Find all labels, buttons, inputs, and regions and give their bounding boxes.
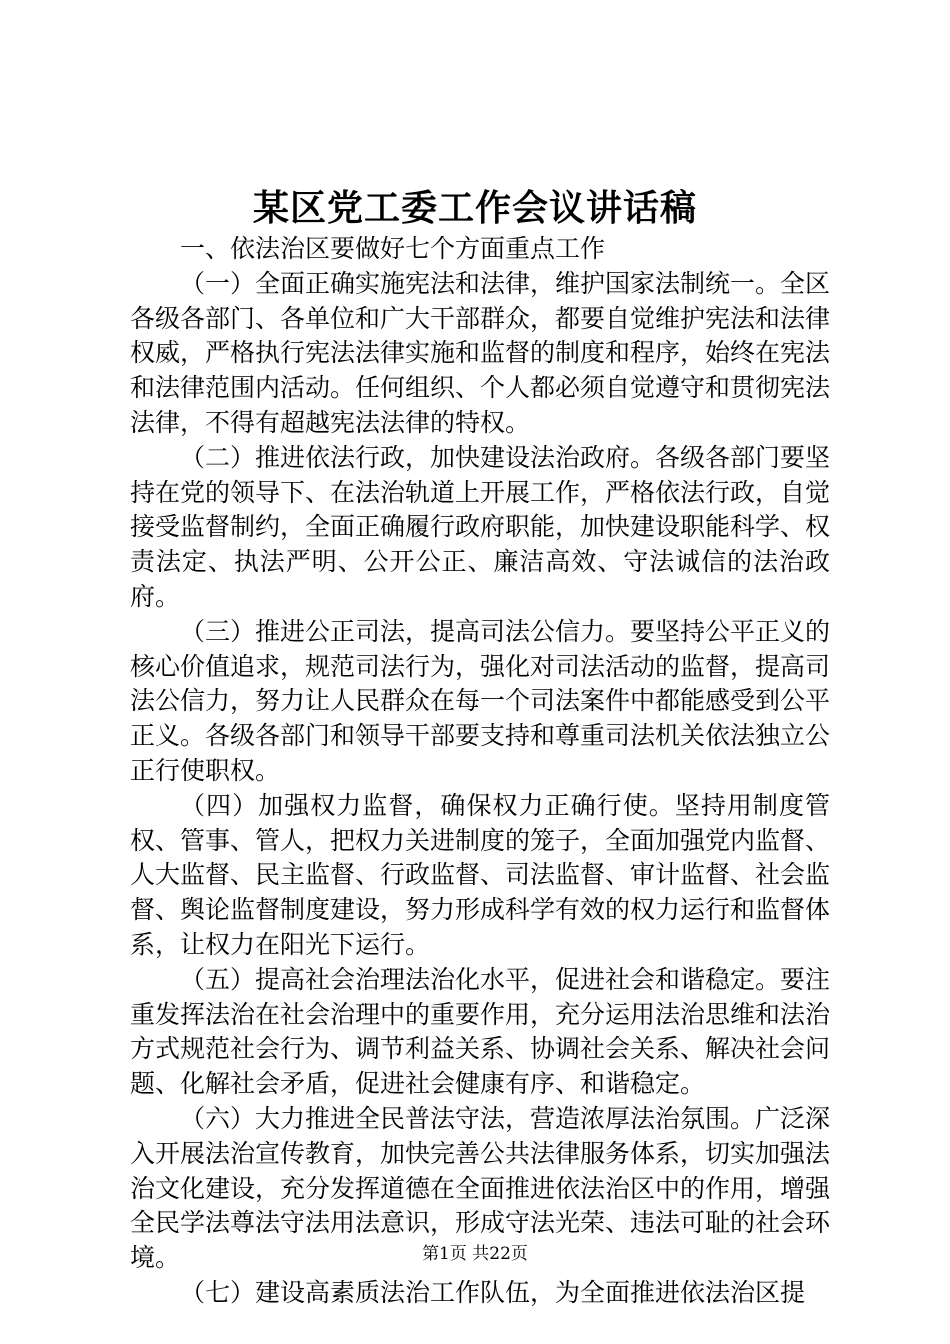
- paragraph-1: （一）全面正确实施宪法和法律，维护国家法制统一。全区各级各部门、各单位和广大干部群众，都要自觉维护宪法和法律权威，严格执行宪法法律实施和监督的制度和程序，始终在宪法和法律范围内活动。任何组织、个人都必须自觉遵守和贯彻宪法法律，不得有超越宪法法律的特权。: [130, 268, 831, 437]
- document-title: 某区党工委工作会议讲话稿: [252, 187, 697, 229]
- paragraph-4: （四）加强权力监督，确保权力正确行使。坚持用制度管权、管事、管人，把权力关进制度的笼子，全面加强党内监督、人大监督、民主监督、行政监督、司法监督、审计监督、社会监督、舆论监督制度建设，努力形成科学有效的权力运行和监督体系，让权力在阳光下运行。: [130, 790, 831, 959]
- paragraph-3: （三）推进公正司法，提高司法公信力。要坚持公平正义的核心价值追求，规范司法行为，强化对司法活动的监督，提高司法公信力，努力让人民群众在每一个司法案件中都能感受到公平正义。各级各部门和领导干部要支持和尊重司法机关依法独立公正行使职权。: [130, 616, 831, 785]
- paragraph-7: （七）建设高素质法治工作队伍，为全面推进依法治区提: [180, 1277, 806, 1307]
- page-number-footer: 第1页 共22页: [422, 1244, 528, 1264]
- paragraph-5: （五）提高社会治理法治化水平，促进社会和谐稳定。要注重发挥法治在社会治理中的重要作用，充分运用法治思维和法治方式规范社会行为、调节利益关系、协调社会关系、解决社会问题、化解社会矛盾，促进社会健康有序、和谐稳定。: [130, 964, 831, 1099]
- paragraph-2: （二）推进依法行政，加快建设法治政府。各级各部门要坚持在党的领导下、在法治轨道上开展工作，严格依法行政，自觉接受监督制约，全面正确履行政府职能，加快建设职能科学、权责法定、执法严明、公开公正、廉洁高效、守法诚信的法治政府。: [130, 442, 831, 611]
- paragraph-6: （六）大力推进全民普法守法，营造浓厚法治氛围。广泛深入开展法治宣传教育，加快完善公共法律服务体系，切实加强法治文化建设，充分发挥道德在全面推进依法治区中的作用，增强全民学法尊法守法用法意识，形成守法光荣、违法可耻的社会环境。: [130, 1103, 831, 1273]
- section-heading: 一、依法治区要做好七个方面重点工作: [180, 234, 606, 263]
- document-body: [130, 232, 830, 1311]
